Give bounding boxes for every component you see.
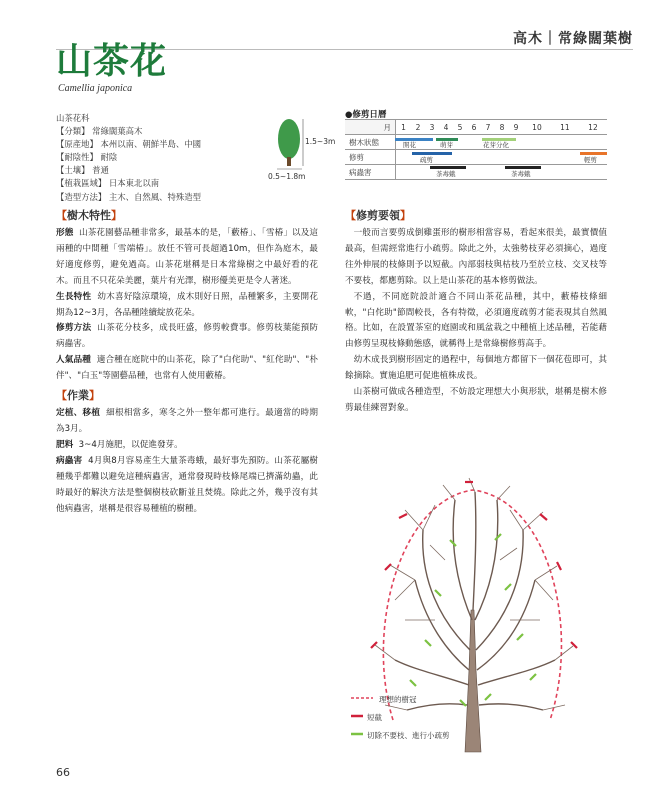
paragraph-planting: 定植、移植 細根相當多，寒冬之外一整年都可進行。最適當的時期為3月。 <box>56 408 318 434</box>
paragraph-pruning-1: 一般而言要剪成倒雞蛋形的樹形相當容易，看起來很美，最實價值最高，但需經常進行小疏剪。除此之外，太強勢枝芽必須摘心，過度往外伸展的枝條則予以短截。內部弱枝與枯枝乃至於立枝、交叉枝等不要枝，都應剪除。以上是山茶花的基本修剪做法。 <box>345 228 607 286</box>
paragraph-growth: 生長特性 幼木喜好陰涼環境，成木則好日照，品種繁多，主要開花期為12~3月，各品種陸續綻放花朵。 <box>56 291 318 318</box>
tree-crown <box>278 119 300 159</box>
tree-width-label: 0.5~1.8m <box>268 172 306 181</box>
family-line: 山茶花科 <box>56 113 90 123</box>
legend-thinning-label: 切除不要枝、進行小疏剪 <box>367 731 450 740</box>
tree-height-label: 1.5~3m <box>305 137 336 146</box>
tree-trunk <box>465 610 481 752</box>
section-heading-pruning: 【修剪要領】 <box>345 209 411 222</box>
plant-info-block <box>56 112 201 204</box>
tree-trunk <box>287 157 291 166</box>
month-cell: 3 <box>425 120 439 135</box>
left-column <box>56 207 318 517</box>
calendar-label-bud: 花芽分化 <box>483 141 509 149</box>
paragraph-popular-varieties: 人氣品種 適合種在庭院中的山茶花，除了"白侘助"、"紅侘助"、"朴伴"、"白玉"等園藝品種，也常有人使用藪椿。 <box>56 355 318 382</box>
month-cell: 11 <box>551 120 579 135</box>
paragraph-pruning-2: 不過，不同庭院設計適合不同山茶花品種，其中，藪椿枝條細軟，"白侘助"節間較長，各有特徵，必須適度疏剪才能表現其自然風格。比如，在設置茶室的庭園或和風盆栽之中種植上述品種，若能藉由修剪呈現枝條動態感，就稱得上是常綠樹修剪高手。 <box>345 291 607 350</box>
month-cell: 9 <box>509 120 523 135</box>
month-cell: 8 <box>495 120 509 135</box>
calendar-label-pest-aug: 茶毒蛾 <box>511 170 531 178</box>
info-row: 【植栽區域】 日本東北以南 <box>56 178 160 189</box>
calendar-row-pests: 病蟲害 <box>345 165 607 180</box>
paragraph-pruning-3: 幼木成長到樹形固定的過程中，每個地方都留下一個花苞即可，其餘摘除。實施追肥可促進植株成長。 <box>345 355 607 382</box>
pruning-calendar <box>345 119 607 180</box>
info-row: 【土壤】 普通 <box>56 165 109 176</box>
paragraph-pests: 病蟲害 4月與8月容易產生大量茶毒蛾，最好事先預防。山茶花屬樹種幾乎都難以避免這種病蟲害，通常發現時枝條尾端已擠滿幼蟲，此時最好的解決方法是整個樹枝砍斷並且焚燒。除此之外，幾乎沒有其他病蟲害，堪稱是很容易種植的樹種。 <box>56 455 318 514</box>
info-row: 【原產地】 本州以南、朝鮮半島、中國 <box>56 139 202 150</box>
plant-title: 山茶花 <box>56 41 168 82</box>
category-heading: 高木｜常綠闊葉樹 <box>513 31 633 47</box>
plant-latin-name: Camellia japonica <box>58 83 133 94</box>
calendar-label-sprouting: 萌芽 <box>440 141 453 149</box>
calendar-row-status: 樹木狀態 <box>345 135 607 150</box>
page-number: 66 <box>56 766 70 779</box>
calendar-label-thinning: 疏剪 <box>420 156 433 164</box>
paragraph-pruning-method: 修剪方法 山茶花分枝多，成長旺盛，修剪較費事。修剪枝葉能預防病蟲害。 <box>56 323 318 350</box>
calendar-month-row: 月 1 2 3 4 5 6 7 8 9 10 11 12 <box>345 120 607 135</box>
info-row: 【造型方法】 主木、自然風、特殊造型 <box>56 191 202 202</box>
calendar-label-pest-apr: 茶毒蛾 <box>436 170 456 178</box>
month-cell: 10 <box>523 120 551 135</box>
month-cell: 5 <box>453 120 467 135</box>
paragraph-form: 形態 山茶花園藝品種非常多，最基本的是，「藪椿」、「雪椿」以及這兩種的中間種「雪端椿」。放任不管可長超過10m，但作為庭木，最好適度修剪，避免過高。山茶花堪稱是日本常綠樹之中最好看的花木。而且不只花朵美麗，葉片有光澤，樹形優美更是令人著迷。 <box>56 228 318 286</box>
calendar-label-flowering: 開花 <box>403 141 416 149</box>
month-cell: 7 <box>481 120 495 135</box>
calendar-title: ●修剪日曆 <box>345 110 387 120</box>
section-heading-characteristics: 【樹木特性】 <box>56 209 122 222</box>
month-cell: 1 <box>396 120 411 135</box>
calendar-row-pruning: 修剪 <box>345 150 607 165</box>
paragraph-pruning-4: 山茶樹可做成各種造型，不妨設定理想大小與形狀，堪稱是樹木修剪最佳練習對象。 <box>345 387 607 413</box>
legend-heading-cut-label: 短截 <box>367 713 382 722</box>
month-cell: 4 <box>439 120 453 135</box>
month-cell: 12 <box>579 120 607 135</box>
paragraph-fertilizer: 肥料 3~4月施肥，以促進發芽。 <box>56 439 183 450</box>
month-cell: 6 <box>467 120 481 135</box>
info-row: 【耐陰性】 耐陰 <box>56 152 118 163</box>
month-cell: 2 <box>411 120 425 135</box>
section-heading-work: 【作業】 <box>56 389 100 403</box>
calendar-label-light-prune: 輕剪 <box>584 156 597 164</box>
legend-ideal-crown-label: 理想的樹冠 <box>379 695 417 704</box>
right-column <box>345 207 607 417</box>
info-row: 【分類】 常綠闊葉高木 <box>56 126 143 137</box>
pruned-tree-illustration <box>345 470 607 760</box>
